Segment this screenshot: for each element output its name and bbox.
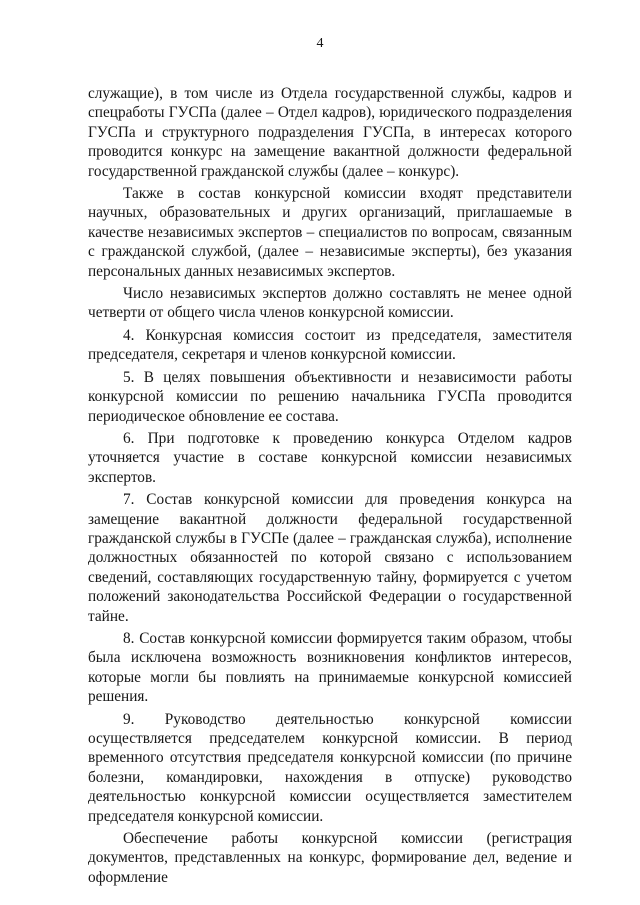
paragraph-independent-experts: Также в состав конкурсной комиссии входят представители научных, образовательных и других организаций, приглашаемые в качестве независимых экспертов – специалистов по вопросам, связанным с гражданской службой, (далее – независимые эксперты), без указания персональных данных независимых экспертов.: [88, 185, 572, 280]
paragraph-item-7: 7. Состав конкурсной комиссии для проведения конкурса на замещение вакантной должности федеральной государственной гражданской службы в ГУСПе (далее – гражданская служба), исполнение должностных обязанностей по которой связано с использованием сведений, составляющих государственную тайну, формируется с учетом положений законодательства Российской Федерации о государственной тайне.: [88, 491, 572, 625]
paragraph-item-9: 9. Руководство деятельностью конкурсной комиссии осуществляется председателем конкурсной комиссии. В период временного отсутствия председателя конкурсной комиссии (по причине болезни, командировки, нахождения в отпуске) руководство деятельностью конкурсной комиссии осуществляется заместителем председателя конкурсной комиссии.: [88, 710, 572, 825]
paragraph-item-5: 5. В целях повышения объективности и независимости работы конкурсной комиссии по решению начальника ГУСПа проводится периодическое обновление ее состава.: [88, 368, 572, 425]
paragraph-experts-quota: Число независимых экспертов должно составлять не менее одной четверти от общего числа членов конкурсной комиссии.: [88, 285, 572, 322]
paragraph-item-8: 8. Состав конкурсной комиссии формируется таким образом, чтобы была исключена возможность возникновения конфликтов интересов, которые могли бы повлиять на принимаемые конкурсной комиссией решения.: [88, 629, 572, 706]
paragraph-continuation: служащие), в том числе из Отдела государственной службы, кадров и спецработы ГУСПа (далее – Отдел кадров), юридического подразделения ГУСПа и структурного подразделения ГУСПа, в интересах которого проводится конкурс на замещение вакантной должности федеральной государственной гражданской службы (далее – конкурс).: [88, 85, 572, 180]
paragraph-item-4: 4. Конкурсная комиссия состоит из председателя, заместителя председателя, секретаря и членов конкурсной комиссии.: [88, 326, 572, 364]
paragraph-commission-support: Обеспечение работы конкурсной комиссии (регистрация документов, представленных на конкурс, формирование дел, ведение и оформление: [88, 830, 572, 886]
paragraph-item-6: 6. При подготовке к проведению конкурса Отделом кадров уточняется участие в составе конкурсной комиссии независимых экспертов.: [88, 429, 572, 486]
page-number: 4: [316, 36, 324, 51]
body-text: [88, 84, 572, 887]
